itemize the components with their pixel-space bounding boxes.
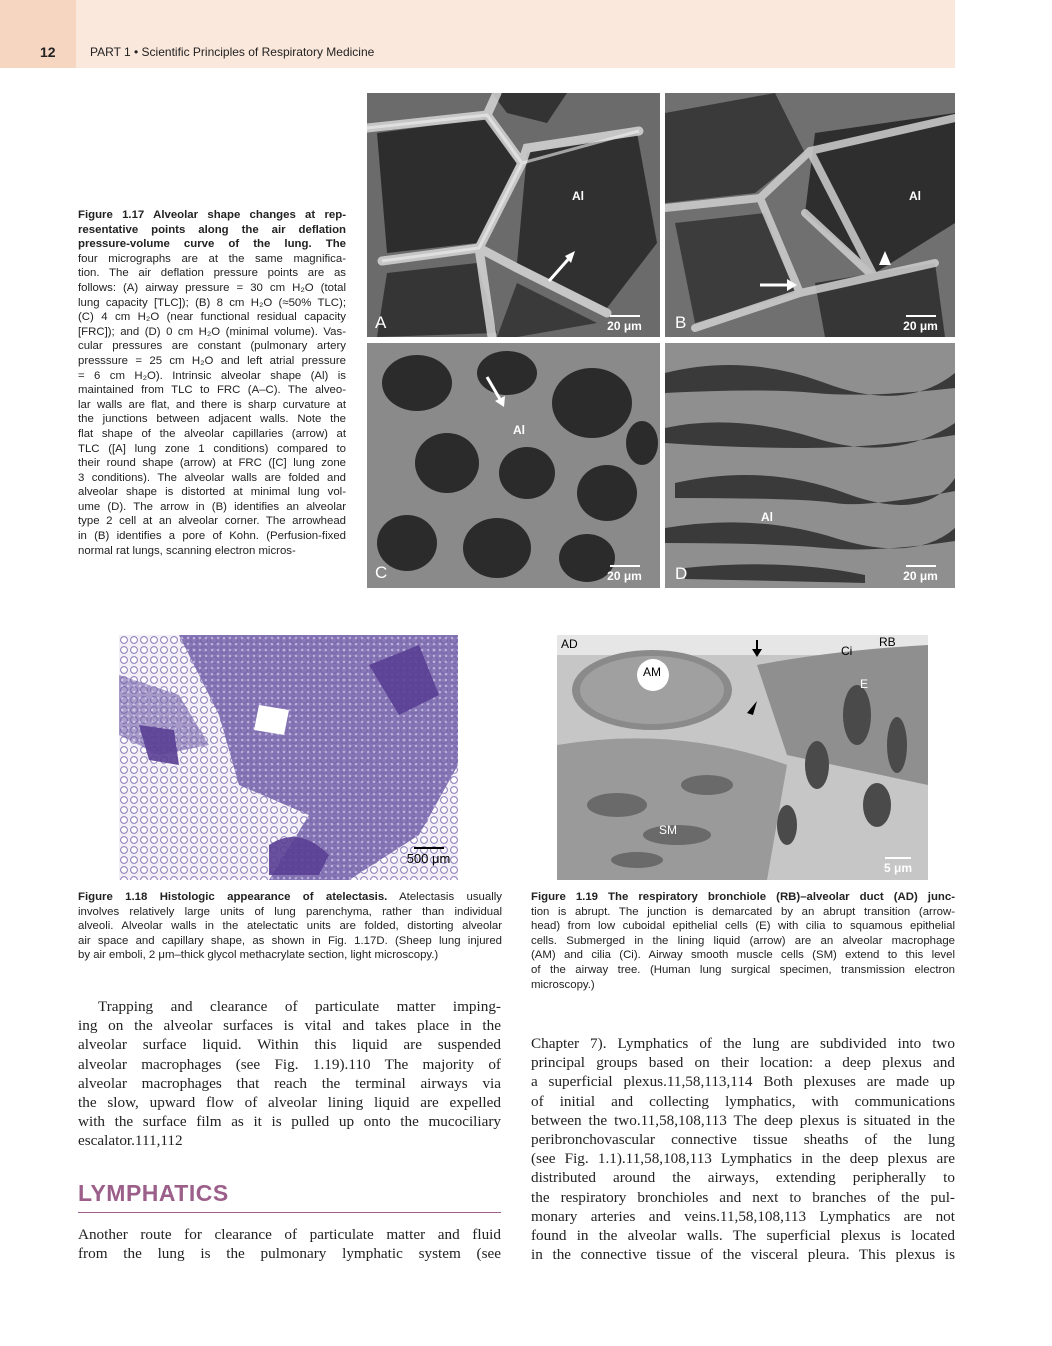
sem-texture: [665, 93, 955, 337]
text-line: between the two.11,58,108,113 The deep plexus is situated in the: [531, 1111, 955, 1129]
sem-texture: [367, 93, 660, 337]
alveolus-label: Al: [513, 423, 525, 437]
text-line: from the lung is the pulmonary lymphatic system (see: [78, 1245, 501, 1263]
scale-bar: 20 μm: [597, 565, 652, 583]
section-rule: [78, 1212, 501, 1213]
micrograph-panel-c: [367, 343, 660, 588]
caption-line: follows: (A) airway pressure = 30 cm H₂O (total: [78, 281, 346, 294]
label-e: E: [860, 677, 869, 691]
alveolus-label: Al: [572, 189, 584, 203]
caption-line: cells. Submerged in the lining liquid (arrow) are an alveolar macrophage: [531, 934, 955, 947]
caption-line: [FRC]); and (D) 0 cm H₂O (minimal volume). Vas-: [78, 325, 346, 338]
caption-line: microscopy.): [531, 978, 595, 991]
caption-line: lar walls are flat, and there is sharp curvature at: [78, 398, 346, 411]
alveolus-label: Al: [761, 510, 773, 524]
sem-texture: [665, 343, 955, 588]
caption-heading: Figure 1.19 The respiratory bronchiole (RB)–alveolar duct (AD) junc-: [531, 891, 955, 903]
panel-letter: B: [675, 313, 687, 332]
caption-line: maintained from TLC to FRC (A–C). The alveo-: [78, 384, 346, 397]
panel-letter: A: [375, 313, 387, 332]
caption-line: alveolar shape is distorted at minimal lung vol-: [78, 486, 346, 499]
left-column-paragraph-2: [78, 1225, 501, 1263]
caption-line: (AM) and cilia (Ci). Airway smooth muscle cells (SM) extend to this level: [531, 949, 955, 962]
text-line: peribronchovascular connective tissue sheaths of the lung: [531, 1131, 955, 1149]
caption-line: by air emboli, 2 μm–thick glycol methacrylate section, light microscopy.): [78, 949, 439, 962]
caption-line: alveoli. Alveolar walls in the atelectatic units are folded, distorting alveolar: [78, 920, 502, 933]
left-column-paragraph-1: [78, 997, 501, 1151]
micrograph-panel-d: [665, 343, 955, 588]
text-line: alveolar surface liquid. Within this liquid are suspended: [78, 1036, 501, 1054]
caption-line: lung capacity [TLC]); (B) 8 cm H₂O (≈50% TLC);: [78, 296, 346, 309]
caption-line: resentative points along the air deflation: [78, 223, 346, 236]
caption-line: TLC ([A] lung zone 1 conditions) compared to: [78, 442, 346, 455]
figure-1-18-caption: [78, 890, 502, 963]
caption-line: normal rat lungs, scanning electron micros-: [78, 544, 296, 557]
text-line: Chapter 7). Lymphatics of the lung are subdivided into two: [531, 1035, 955, 1052]
caption-line: in (B) identifies a pore of Kohn. (Perfusion-fixed: [78, 530, 346, 543]
text-line: distributed around the airways, extending peripherally to: [531, 1169, 955, 1187]
scale-bar: 5 μm: [873, 857, 923, 875]
label-rb: RB: [879, 635, 896, 649]
text-line: Another route for clearance of particulate matter and fluid: [78, 1226, 501, 1243]
caption-line: = 6 cm H₂O). Intrinsic alveolar shape (Al) is: [78, 369, 346, 382]
caption-line: involves relatively large units of lung parenchyma, rather than individual: [78, 905, 502, 918]
micrograph-panel-b: [665, 93, 955, 337]
panel-letter: D: [675, 564, 688, 583]
caption-line: flat shape of the alveolar capillaries (arrow) at: [78, 427, 346, 440]
panel-letter: C: [375, 563, 388, 582]
scale-bar: 20 μm: [597, 315, 652, 333]
caption-line: Figure 1.18 Histologic appearance of atelectasis. Atelectasis usually: [78, 891, 502, 903]
caption-line: four micrographs are at the same magnifica-: [78, 252, 346, 265]
text-line: the respiratory bronchioles and next to branches of the pul-: [531, 1188, 955, 1206]
text-line: Trapping and clearance of particulate matter imping-: [98, 998, 501, 1015]
section-heading: LYMPHATICS: [78, 1180, 229, 1206]
text-line: alveolar macrophages (see Fig. 1.19).110 The majority of: [78, 1055, 501, 1073]
caption-line: type 2 cell at an alveolar corner. The arrowhead: [78, 515, 346, 528]
caption-line: tion is abrupt. The junction is demarcated by an abrupt transition (arrow-: [531, 905, 955, 918]
caption-line: ume (D). The arrow in (B) identifies an alveolar: [78, 500, 346, 513]
page-number: 12: [40, 44, 56, 60]
caption-line: pressure-volume curve of the lung. The: [78, 238, 346, 251]
text-line: ing on the alveolar surfaces is vital and takes place in the: [78, 1017, 501, 1035]
text-line: (see Fig. 1.1).11,58,108,113 Lymphatics in the deep plexus are: [531, 1150, 955, 1168]
scale-bar: 500 μm: [401, 847, 456, 866]
text-line: of initial and collecting lymphatics, with communications: [531, 1092, 955, 1110]
figure-1-17-caption: [78, 208, 346, 558]
text-line: the slow, upward flow of alveolar lining liquid are expelled: [78, 1094, 501, 1112]
caption-line: cular pressures are constant (pulmonary artery: [78, 340, 346, 353]
caption-line: head) from low cuboidal epithelial cells (E) with cilia to squamous epithelial: [531, 920, 955, 933]
text-line: escalator.111,112: [78, 1132, 183, 1150]
caption-line: of the airway tree. (Human lung surgical specimen, transmission electron: [531, 963, 955, 976]
caption-line: their round shape (arrow) at FRC ([C] lung zone: [78, 457, 346, 470]
caption-line: 3 conditions). The alveolar walls are folded and: [78, 471, 346, 484]
text-line: found in the alveolar walls. The superficial plexus is located: [531, 1227, 955, 1245]
text-line: alveolar macrophages that reach the terminal airways via: [78, 1074, 501, 1092]
caption-line: (C) 4 cm H₂O (near functional residual capacity: [78, 311, 346, 324]
caption-line: presssure = 25 cm H₂O and left atrial pressure: [78, 354, 346, 367]
caption-heading: Figure 1.17 Alveolar shape changes at rep-: [78, 209, 346, 221]
label-am: AM: [643, 665, 661, 679]
label-sm: SM: [659, 823, 677, 837]
right-column-text: [531, 1034, 955, 1264]
caption-line: tion. The air deflation pressure points are as: [78, 267, 346, 280]
caption-line: air space and capillary shape, as shown in Fig. 1.17D. (Sheep lung injured: [78, 934, 502, 947]
text-line: principal groups based on their location: a deep plexus and: [531, 1054, 955, 1072]
electron-micrograph: [557, 635, 928, 880]
alveolus-label: Al: [909, 189, 921, 203]
figure-1-19-caption: [531, 890, 955, 992]
label-ad: AD: [561, 637, 578, 651]
text-line: monary arteries and veins.11,58,108,113 Lymphatics are not: [531, 1207, 955, 1225]
text-line: a superficial plexus.11,58,113,114 Both plexuses are made up: [531, 1073, 955, 1091]
tem-texture: [557, 635, 928, 880]
text-line: with the surface film as it is pulled up onto the mucociliary: [78, 1113, 501, 1131]
text-line: in the connective tissue of the visceral pleura. This plexus is: [531, 1246, 955, 1264]
histology-texture: [119, 635, 458, 880]
micrograph-panel-a: [367, 93, 660, 337]
label-ci: Ci: [841, 644, 853, 658]
scale-bar: 20 μm: [893, 565, 948, 583]
caption-line: the junctions between adjacent walls. Note the: [78, 413, 346, 426]
page-number-box: [0, 0, 76, 68]
histology-micrograph: [119, 635, 458, 880]
running-title: PART 1 • Scientific Principles of Respiratory Medicine: [90, 45, 375, 59]
sem-texture: [367, 343, 660, 588]
scale-bar: 20 μm: [893, 315, 948, 333]
